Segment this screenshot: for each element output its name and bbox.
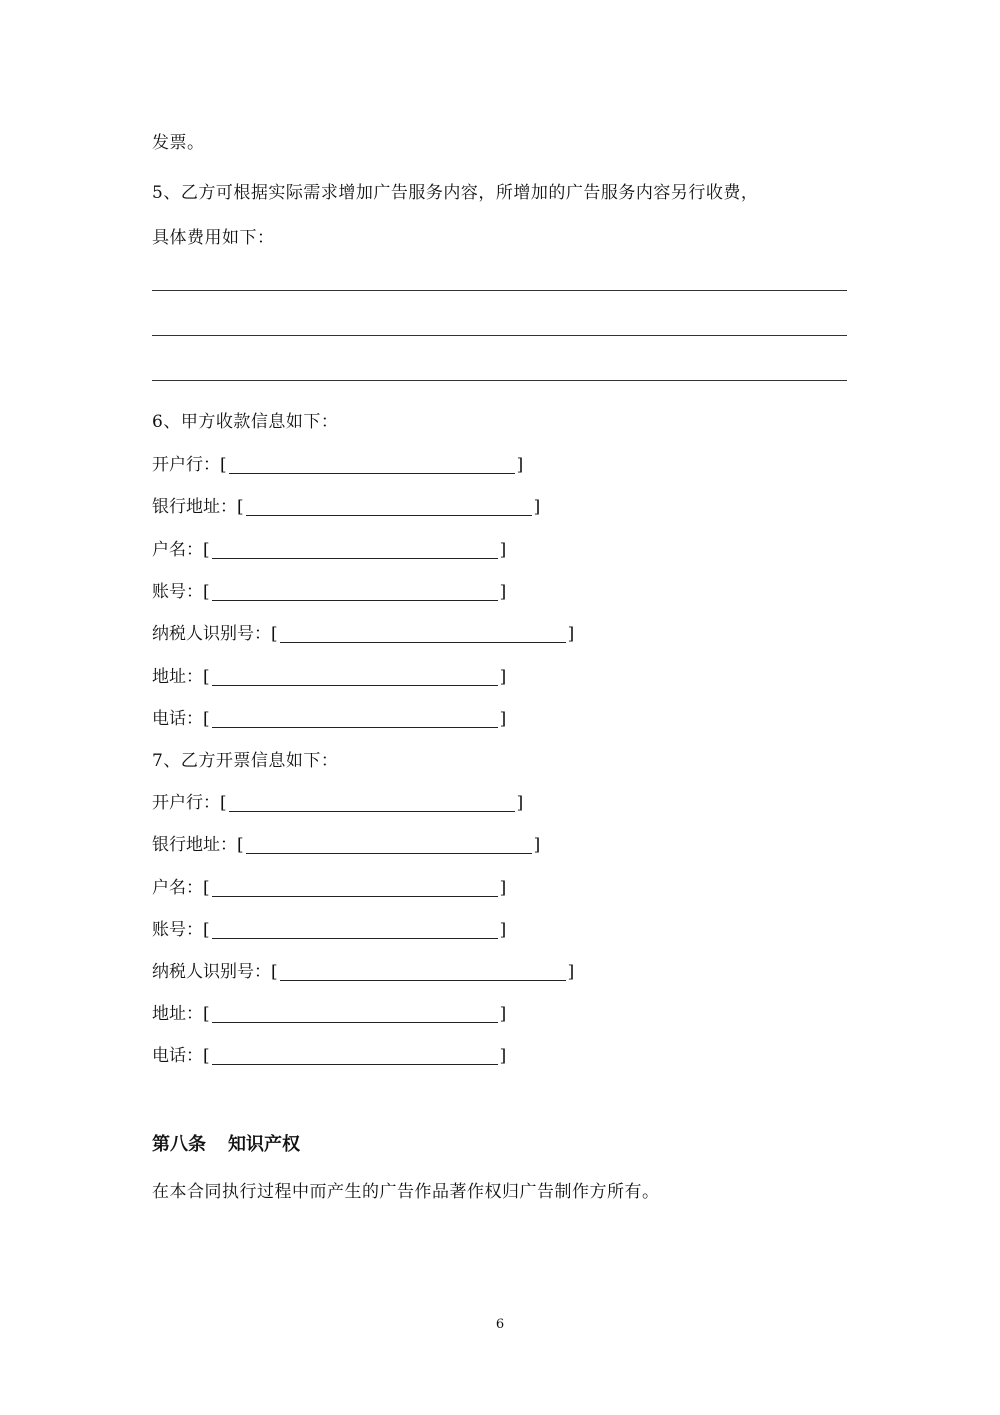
party-a-account-no-blank[interactable]	[212, 582, 498, 601]
bracket-open: [	[271, 962, 278, 982]
party-b-address-blank[interactable]	[212, 1004, 498, 1023]
party-b-tax-id-blank[interactable]	[280, 962, 566, 981]
party-b-account-no-blank[interactable]	[212, 920, 498, 939]
bracket-open: [	[203, 920, 210, 940]
party-b-account-no-label: 账号：	[152, 920, 203, 940]
fee-blank-line-2[interactable]	[152, 335, 847, 336]
bracket-close: ]	[516, 455, 524, 475]
bracket-open: [	[203, 1046, 210, 1066]
party-b-tax-id-label: 纳税人识别号：	[152, 962, 271, 982]
bracket-close: ]	[499, 540, 507, 560]
bracket-open: [	[203, 540, 210, 560]
bracket-close: ]	[499, 920, 507, 940]
party-a-address-field	[152, 665, 506, 689]
bracket-open: [	[220, 455, 227, 475]
clause-7-title: 7、乙方开票信息如下：	[152, 751, 339, 771]
bracket-close: ]	[499, 709, 507, 729]
bracket-close: ]	[499, 1004, 507, 1024]
party-a-tax-id-label: 纳税人识别号：	[152, 624, 271, 644]
party-b-bank-label: 开户行：	[152, 793, 220, 813]
bracket-close: ]	[499, 878, 507, 898]
page-number: 6	[495, 1317, 505, 1332]
party-b-tax-id-field	[152, 960, 574, 984]
article-8-number: 第八条	[152, 1134, 206, 1155]
article-8-body: 在本合同执行过程中而产生的广告作品著作权归广告制作方所有。	[152, 1182, 660, 1202]
party-a-bank-address-label: 银行地址：	[152, 497, 237, 517]
party-b-bank-field	[152, 791, 523, 815]
bracket-open: [	[203, 582, 210, 602]
party-a-account-name-blank[interactable]	[212, 540, 498, 559]
clause-5-line-2: 具体费用如下：	[152, 228, 275, 248]
party-a-bank-field	[152, 453, 523, 477]
bracket-close: ]	[533, 497, 541, 517]
party-b-bank-address-label: 银行地址：	[152, 835, 237, 855]
party-b-phone-label: 电话：	[152, 1046, 203, 1066]
bracket-close: ]	[499, 667, 507, 687]
fee-blank-line-1[interactable]	[152, 290, 847, 291]
bracket-close: ]	[516, 793, 524, 813]
bracket-close: ]	[499, 582, 507, 602]
party-a-phone-field	[152, 707, 506, 731]
party-b-address-label: 地址：	[152, 1004, 203, 1024]
party-b-account-name-field	[152, 876, 506, 900]
party-a-tax-id-field	[152, 622, 574, 646]
bracket-open: [	[237, 497, 244, 517]
bracket-open: [	[203, 709, 210, 729]
bracket-open: [	[203, 878, 210, 898]
party-b-bank-address-field	[152, 833, 540, 857]
party-b-address-field	[152, 1002, 506, 1026]
clause-5-line-1: 5、乙方可根据实际需求增加广告服务内容，所增加的广告服务内容另行收费，	[152, 183, 759, 203]
party-b-account-no-field	[152, 918, 506, 942]
bracket-close: ]	[499, 1046, 507, 1066]
bracket-close: ]	[567, 962, 575, 982]
party-a-tax-id-blank[interactable]	[280, 624, 566, 643]
party-b-phone-blank[interactable]	[212, 1046, 498, 1065]
article-8-heading	[152, 1133, 300, 1157]
clause-6-title: 6、甲方收款信息如下：	[152, 412, 339, 432]
invoice-line-end: 发票。	[152, 133, 205, 153]
bracket-close: ]	[567, 624, 575, 644]
party-b-account-name-label: 户名：	[152, 878, 203, 898]
party-a-account-name-field	[152, 538, 506, 562]
party-a-bank-address-blank[interactable]	[246, 497, 532, 516]
party-a-account-name-label: 户名：	[152, 540, 203, 560]
party-b-bank-blank[interactable]	[229, 793, 515, 812]
party-a-phone-label: 电话：	[152, 709, 203, 729]
party-b-phone-field	[152, 1044, 506, 1068]
party-a-bank-blank[interactable]	[229, 455, 515, 474]
party-a-account-no-label: 账号：	[152, 582, 203, 602]
party-b-account-name-blank[interactable]	[212, 878, 498, 897]
party-a-bank-label: 开户行：	[152, 455, 220, 475]
party-a-bank-address-field	[152, 495, 540, 519]
bracket-open: [	[237, 835, 244, 855]
party-a-address-blank[interactable]	[212, 667, 498, 686]
party-a-address-label: 地址：	[152, 667, 203, 687]
bracket-open: [	[203, 1004, 210, 1024]
party-b-bank-address-blank[interactable]	[246, 835, 532, 854]
fee-blank-line-3[interactable]	[152, 380, 847, 381]
article-8-title: 知识产权	[228, 1134, 300, 1155]
bracket-open: [	[220, 793, 227, 813]
bracket-open: [	[203, 667, 210, 687]
bracket-open: [	[271, 624, 278, 644]
party-a-phone-blank[interactable]	[212, 709, 498, 728]
party-a-account-no-field	[152, 580, 506, 604]
bracket-close: ]	[533, 835, 541, 855]
